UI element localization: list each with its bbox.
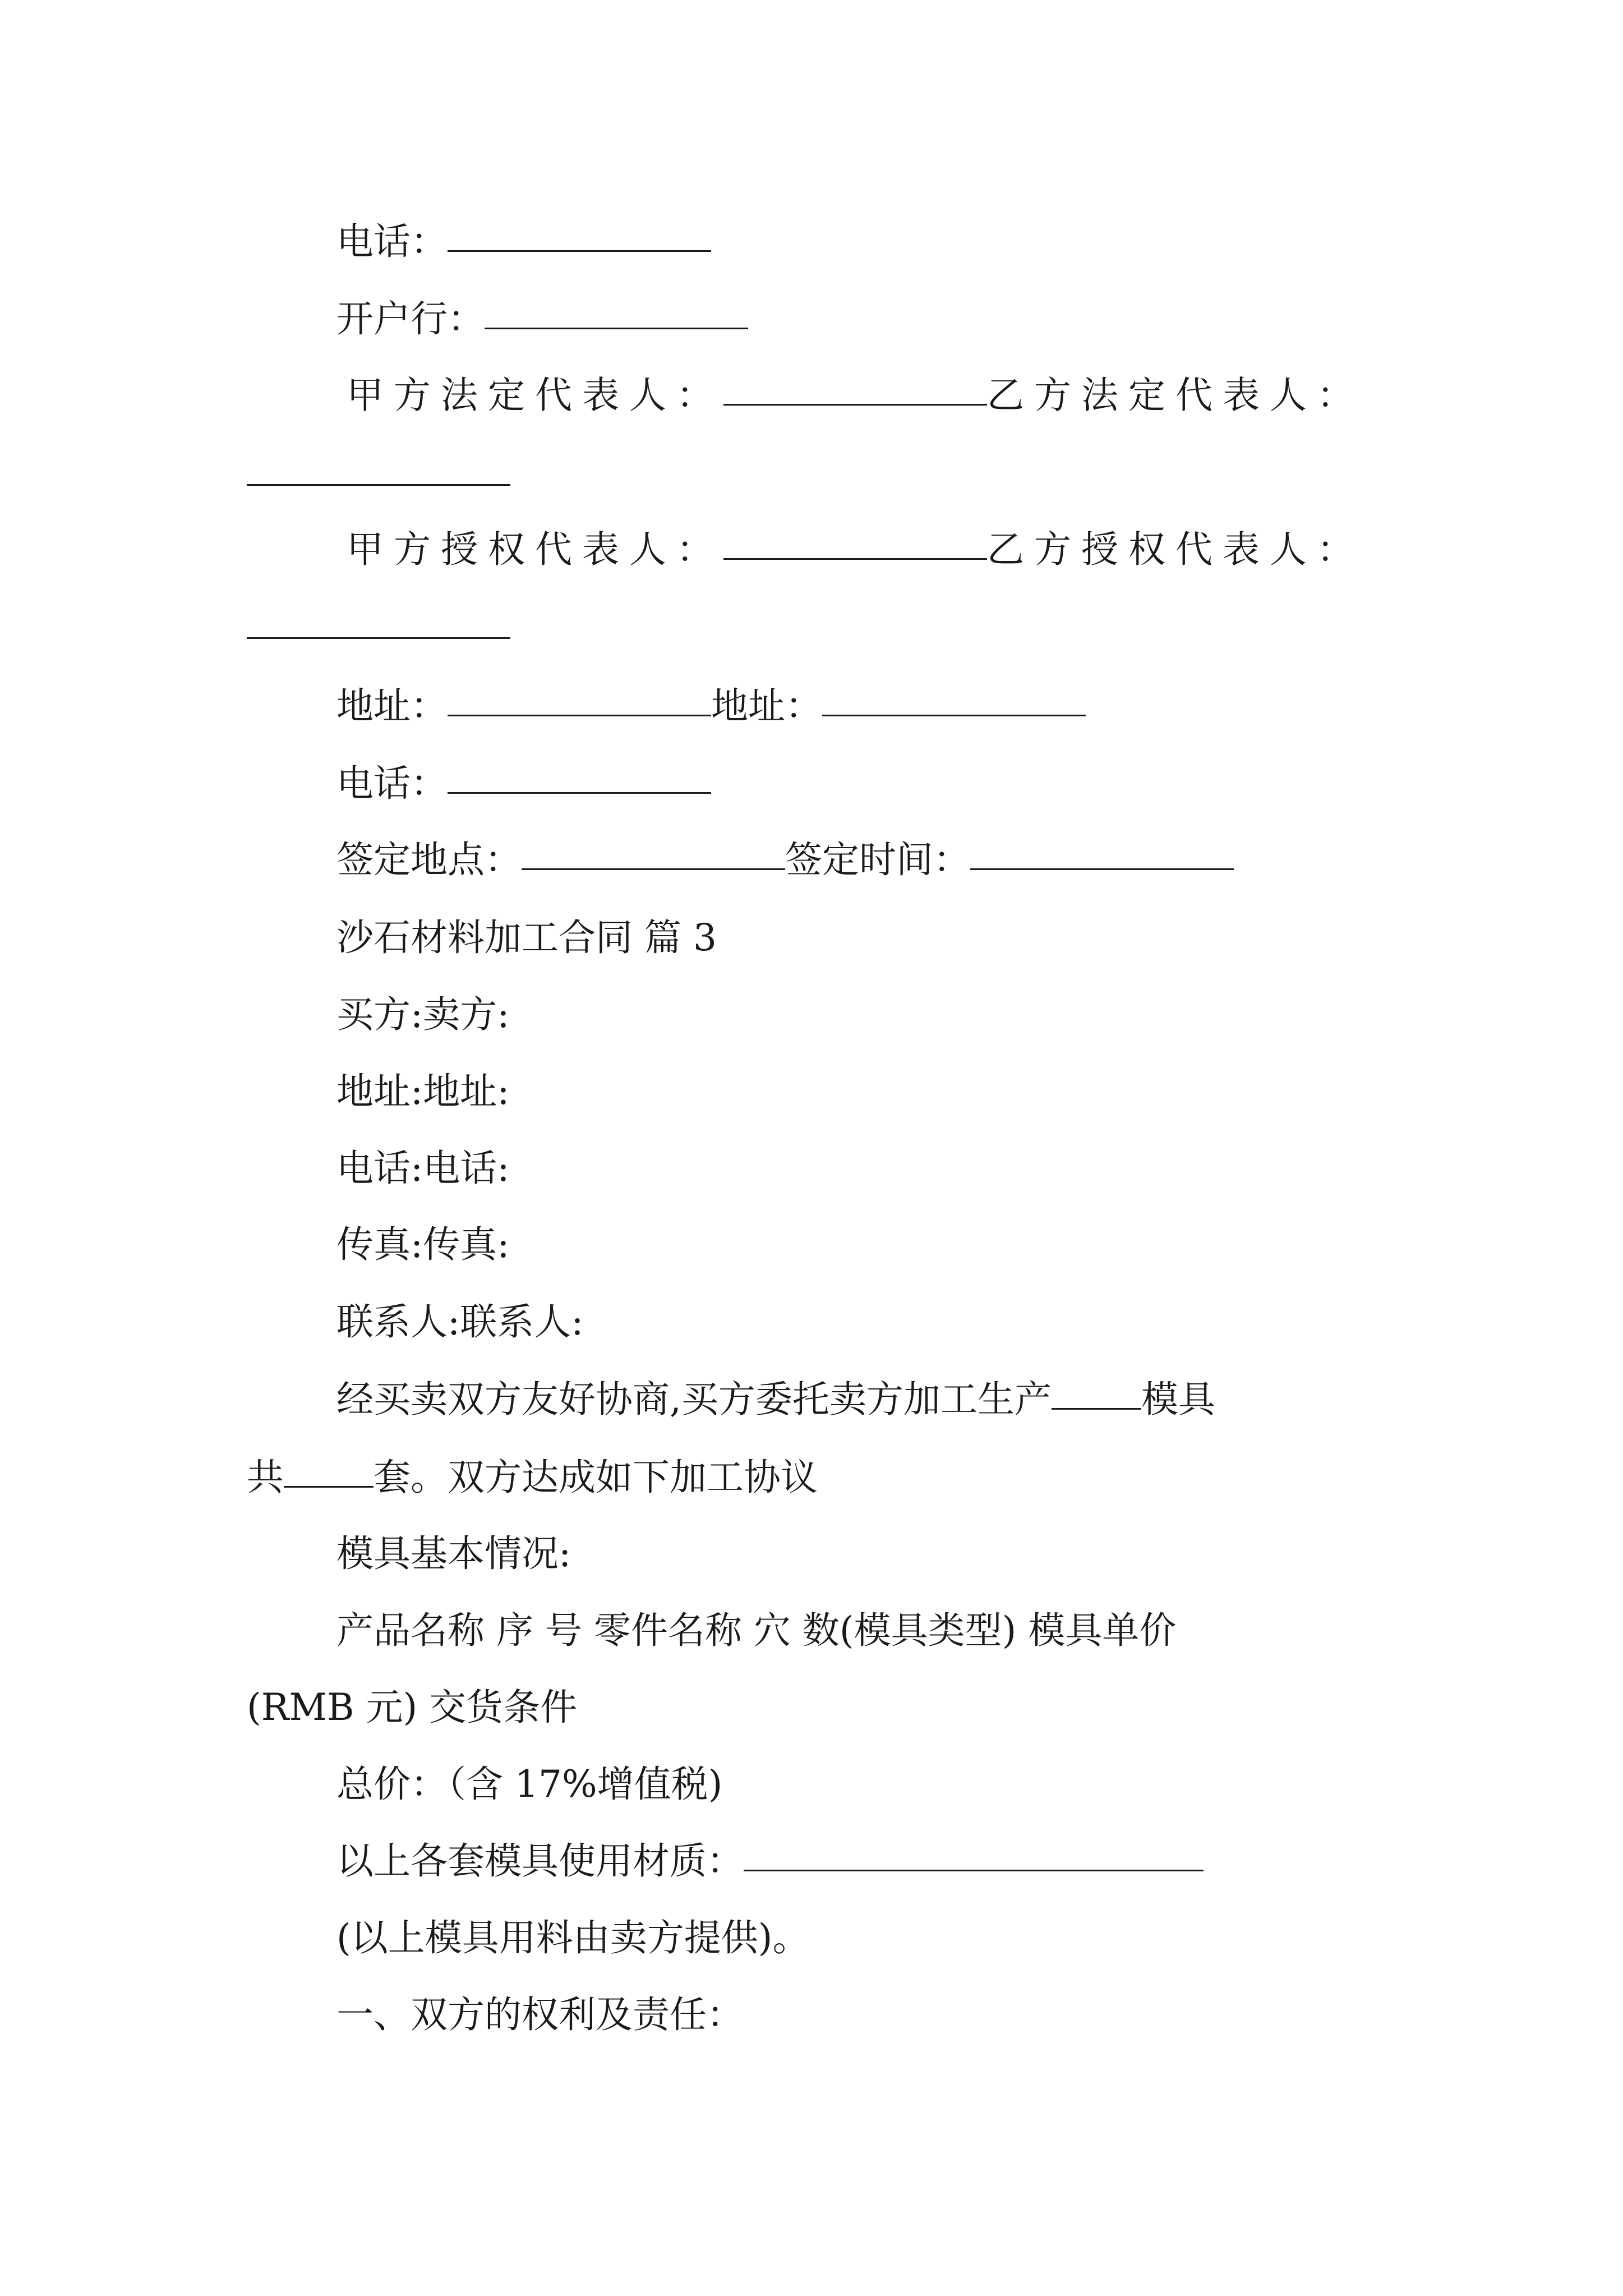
phone-line-1	[336, 215, 1623, 269]
phone-blank-2	[448, 756, 711, 794]
address-a-label: 地址：	[336, 684, 448, 728]
sign-time-blank	[970, 832, 1234, 870]
bank-line	[336, 292, 1623, 346]
bank-label: 开户行：	[336, 297, 485, 341]
legal-rep-line	[347, 369, 1623, 422]
section-title: 沙石材料加工合同 篇 3	[336, 916, 717, 959]
address-line	[336, 679, 1623, 733]
sign-line	[336, 833, 1623, 887]
phone-label: 电话：	[336, 220, 448, 263]
paragraph-1-line-1	[336, 1373, 1623, 1427]
mold-basic-heading: 模具基本情况:	[336, 1532, 571, 1575]
legal-rep-b-blank	[247, 448, 510, 486]
para1-text-a: 经买卖双方友好协商,买方委托卖方加工生产	[336, 1378, 1052, 1421]
address-a-blank	[448, 679, 711, 716]
address-b-blank	[822, 679, 1086, 716]
para1-text-b: 模具	[1141, 1378, 1215, 1421]
bank-blank	[485, 292, 748, 329]
mold-name-blank	[1052, 1372, 1141, 1410]
table-header-line-1: 产品名称 序 号 零件名称 穴 数(模具类型) 模具单价	[336, 1609, 1177, 1652]
sign-place-blank	[522, 832, 785, 870]
mold-count-blank	[284, 1450, 374, 1488]
para1-text-c: 共	[247, 1456, 284, 1499]
material-blank	[744, 1834, 1204, 1871]
rights-duties-heading: 一、双方的权利及责任：	[336, 1993, 744, 2036]
paragraph-1-line-2	[247, 1451, 1623, 1504]
address-b-label: 地址：	[711, 684, 822, 728]
auth-rep-a-blank	[723, 522, 987, 560]
legal-rep-a-label: 甲方法定代表人：	[347, 374, 723, 417]
legal-rep-b-blank-line	[247, 449, 1623, 503]
auth-rep-b-blank-line	[247, 602, 1623, 656]
phone-line-2	[336, 757, 1623, 811]
fax-pair-line: 传真:传真:	[336, 1223, 510, 1266]
legal-rep-b-label: 乙方法定代表人：	[987, 374, 1364, 417]
buyer-seller-line: 买方:卖方:	[336, 993, 510, 1036]
material-used-line	[336, 1834, 1623, 1888]
address-pair-line: 地址:地址:	[336, 1070, 510, 1113]
legal-rep-a-blank	[723, 368, 987, 406]
table-header-line-2: (RMB 元) 交货条件	[247, 1686, 578, 1729]
sign-place-label: 签定地点：	[336, 838, 522, 881]
phone-pair-line: 电话:电话:	[336, 1147, 510, 1190]
material-note-line: (以上模具用料由卖方提供)。	[336, 1916, 810, 1959]
auth-rep-b-label: 乙方授权代表人：	[987, 528, 1364, 571]
auth-rep-b-blank	[247, 601, 510, 639]
auth-rep-line	[347, 523, 1623, 577]
material-used-label: 以上各套模具使用材质：	[336, 1839, 744, 1883]
total-price-line: 总价：（含 17%增值税)	[336, 1763, 723, 1806]
para1-text-d: 套。双方达成如下加工协议	[374, 1456, 818, 1499]
phone-blank	[448, 214, 711, 252]
sign-time-label: 签定时间：	[785, 838, 970, 881]
auth-rep-a-label: 甲方授权代表人：	[347, 528, 723, 571]
contact-pair-line: 联系人:联系人:	[336, 1300, 584, 1343]
phone-label-2: 电话：	[336, 762, 448, 805]
